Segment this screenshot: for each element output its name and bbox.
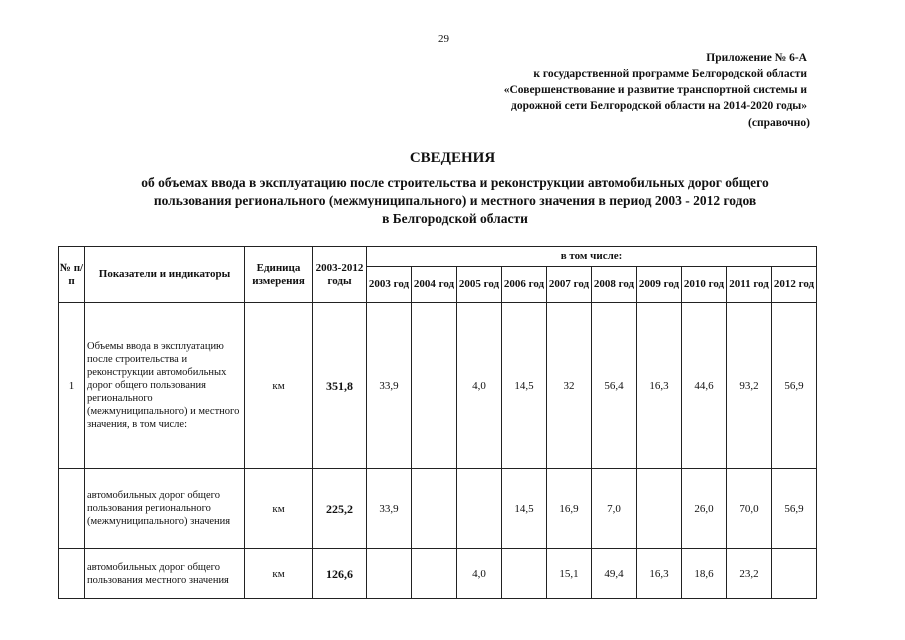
year-value bbox=[502, 549, 547, 599]
appendix-line: дорожной сети Белгородской области на 2014-2020 годы» bbox=[511, 100, 807, 112]
header-year: 2010 год bbox=[682, 267, 727, 303]
data-table bbox=[58, 246, 817, 599]
page-number: 29 bbox=[438, 33, 449, 45]
subtitle-line: пользования регионального (межмуниципального) и местного значения в период 2003 - 2012 годов bbox=[153, 193, 757, 208]
header-year: 2009 год bbox=[637, 267, 682, 303]
reference-note: (справочно) bbox=[748, 117, 810, 129]
year-value: 15,1 bbox=[547, 549, 592, 599]
year-value: 26,0 bbox=[682, 469, 727, 549]
document-subtitle bbox=[60, 174, 850, 228]
year-value: 14,5 bbox=[502, 469, 547, 549]
year-value: 93,2 bbox=[727, 303, 772, 469]
year-value bbox=[412, 469, 457, 549]
header-year: 2012 год bbox=[772, 267, 817, 303]
row-total: 225,2 bbox=[313, 469, 367, 549]
row-unit: км bbox=[245, 303, 313, 469]
header-unit: Единица измерения bbox=[245, 247, 313, 303]
year-value: 18,6 bbox=[682, 549, 727, 599]
header-year: 2003 год bbox=[367, 267, 412, 303]
subtitle-line: об объемах ввода в эксплуатацию после строительства и реконструкции автомобильных дорог общего bbox=[141, 175, 769, 190]
table-row bbox=[59, 303, 817, 469]
row-indicator: автомобильных дорог общего пользования местного значения bbox=[85, 549, 245, 599]
year-value: 16,3 bbox=[637, 303, 682, 469]
year-value bbox=[457, 469, 502, 549]
header-year: 2004 год bbox=[412, 267, 457, 303]
year-value: 4,0 bbox=[457, 303, 502, 469]
year-value: 16,9 bbox=[547, 469, 592, 549]
header-year: 2011 год bbox=[727, 267, 772, 303]
row-unit: км bbox=[245, 549, 313, 599]
appendix-header bbox=[447, 50, 807, 114]
row-total: 351,8 bbox=[313, 303, 367, 469]
row-total: 126,6 bbox=[313, 549, 367, 599]
year-value bbox=[772, 549, 817, 599]
year-value: 70,0 bbox=[727, 469, 772, 549]
appendix-line: «Совершенствование и развитие транспортной системы и bbox=[503, 84, 807, 96]
year-value: 14,5 bbox=[502, 303, 547, 469]
year-value: 16,3 bbox=[637, 549, 682, 599]
year-value: 56,4 bbox=[592, 303, 637, 469]
subtitle-line: в Белгородской области bbox=[382, 211, 528, 226]
document-title: СВЕДЕНИЯ bbox=[409, 150, 496, 166]
row-num bbox=[59, 469, 85, 549]
header-year: 2006 год bbox=[502, 267, 547, 303]
row-indicator: автомобильных дорог общего пользования регионального (межмуниципального) значения bbox=[85, 469, 245, 549]
row-indicator: Объемы ввода в эксплуатацию после строительства и реконструкции автомобильных дорог общего пользования регионального (межмуниципального) и местного значения, в том числе: bbox=[85, 303, 245, 469]
year-value: 32 bbox=[547, 303, 592, 469]
year-value: 44,6 bbox=[682, 303, 727, 469]
header-indicator: Показатели и индикаторы bbox=[85, 247, 245, 303]
header-year: 2005 год bbox=[457, 267, 502, 303]
year-value bbox=[637, 469, 682, 549]
year-value: 7,0 bbox=[592, 469, 637, 549]
table-row bbox=[59, 469, 817, 549]
appendix-line: к государственной программе Белгородской области bbox=[533, 68, 807, 80]
header-total: 2003-2012 годы bbox=[313, 247, 367, 303]
year-value: 33,9 bbox=[367, 303, 412, 469]
year-value: 49,4 bbox=[592, 549, 637, 599]
year-value bbox=[367, 549, 412, 599]
year-value: 23,2 bbox=[727, 549, 772, 599]
header-year: 2007 год bbox=[547, 267, 592, 303]
row-num: 1 bbox=[59, 303, 85, 469]
row-unit: км bbox=[245, 469, 313, 549]
year-value: 4,0 bbox=[457, 549, 502, 599]
row-num bbox=[59, 549, 85, 599]
year-value bbox=[412, 303, 457, 469]
header-num: № п/п bbox=[59, 247, 85, 303]
header-including: в том числе: bbox=[367, 247, 817, 267]
year-value bbox=[412, 549, 457, 599]
year-value: 56,9 bbox=[772, 469, 817, 549]
table-row bbox=[59, 549, 817, 599]
year-value: 56,9 bbox=[772, 303, 817, 469]
year-value: 33,9 bbox=[367, 469, 412, 549]
header-year: 2008 год bbox=[592, 267, 637, 303]
appendix-line: Приложение № 6-А bbox=[706, 52, 807, 64]
